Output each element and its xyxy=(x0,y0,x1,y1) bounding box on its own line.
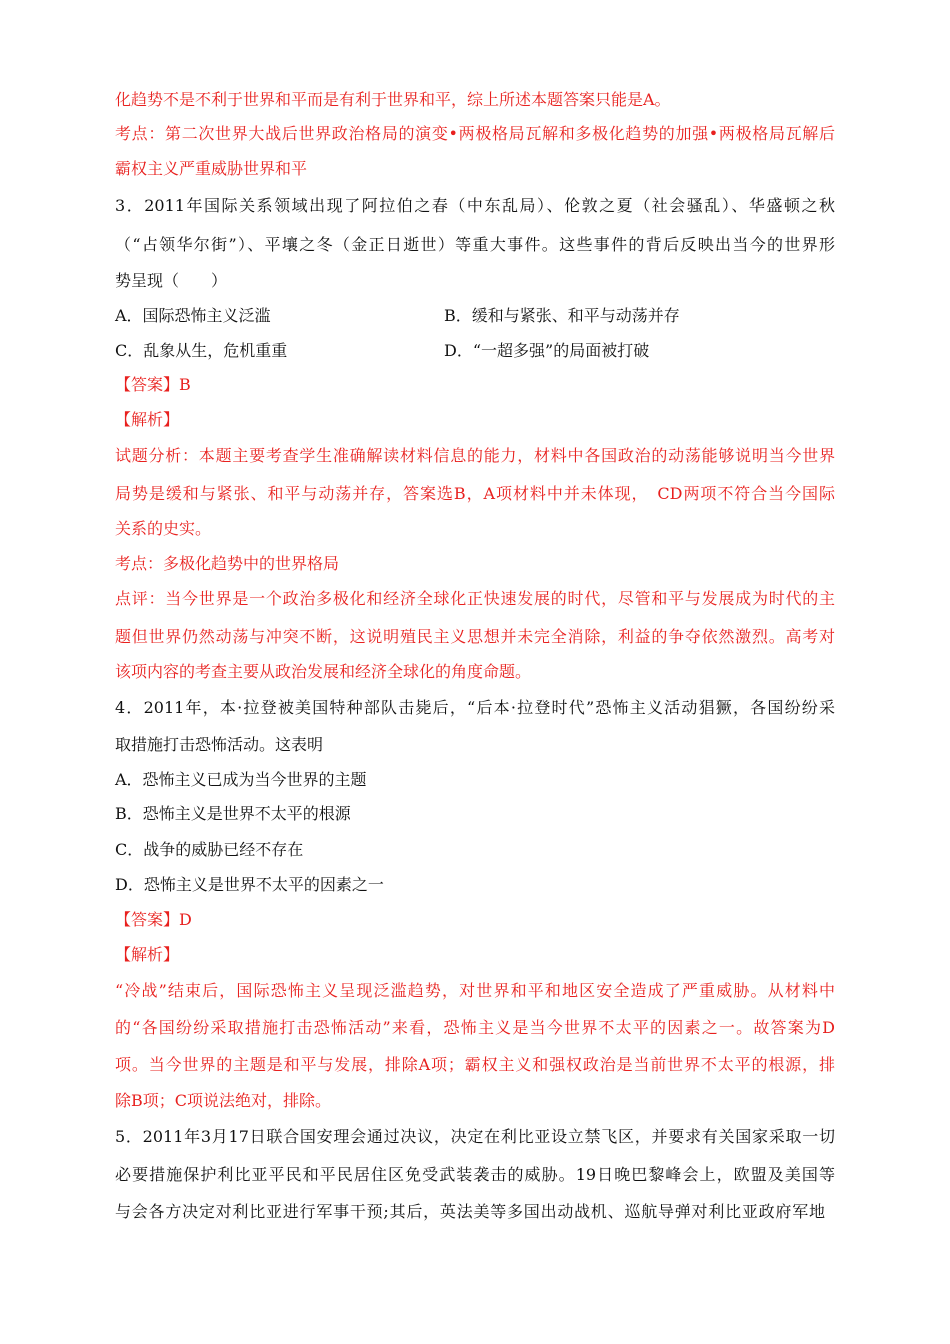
q4-analysis-heading: 【解析】 xyxy=(115,945,180,964)
q5-stem: 5．2011年3月17日联合国安理会通过决议，决定在利比亚设立禁飞区，并要求有关国家采取一切 xyxy=(115,1127,835,1146)
q3-analysis: 关系的史实。 xyxy=(115,519,212,538)
q3-review: 点评：当今世界是一个政治多极化和经济全球化正快速发展的时代，尽管和平与发展成为时代的主 xyxy=(115,589,835,608)
q3-option-c: C．乱象从生，危机重重 xyxy=(115,341,288,360)
q4-option-b: B．恐怖主义是世界不太平的根源 xyxy=(115,804,351,823)
kaodian-line-cont: 霸权主义严重威胁世界和平 xyxy=(115,159,308,178)
q5-stem: 与会各方决定对利比亚进行军事干预;其后，英法美等多国出动战机、巡航导弹对利比亚政府军地 xyxy=(115,1202,825,1221)
q4-analysis: 除B项；C项说法绝对，排除。 xyxy=(115,1091,332,1110)
q3-review: 题但世界仍然动荡与冲突不断，这说明殖民主义思想并未完全消除，利益的争夺依然激烈。高考对 xyxy=(115,627,835,646)
q3-option-b: B．缓和与紧张、和平与动荡并存 xyxy=(444,306,680,325)
q4-option-a: A．恐怖主义已成为当今世界的主题 xyxy=(115,770,367,789)
q3-stem: 3．2011年国际关系领域出现了阿拉伯之春（中东乱局）、伦敦之夏（社会骚乱）、华盛顿之秋 xyxy=(115,196,835,215)
q4-analysis: 项。当今世界的主题是和平与发展，排除A项；霸权主义和强权政治是当前世界不太平的根源，排 xyxy=(115,1055,835,1074)
q4-analysis: “冷战”结束后，国际恐怖主义呈现泛滥趋势，对世界和平和地区安全造成了严重威胁。从材料中 xyxy=(115,981,835,1000)
q3-review: 该项内容的考查主要从政治发展和经济全球化的角度命题。 xyxy=(115,662,532,681)
q4-stem: 取措施打击恐怖活动。这表明 xyxy=(115,735,324,754)
q3-analysis: 试题分析：本题主要考查学生准确解读材料信息的能力，材料中各国政治的动荡能够说明当今世界 xyxy=(115,446,835,465)
q4-option-d: D．恐怖主义是世界不太平的因素之一 xyxy=(115,875,384,894)
q4-answer: 【答案】D xyxy=(115,910,192,929)
q3-stem: 势呈现（ ） xyxy=(115,271,228,290)
q4-analysis: 的“各国纷纷采取措施打击恐怖活动”来看，恐怖主义是当今世界不太平的因素之一。故答案为D xyxy=(115,1018,835,1037)
kaodian-line: 考点：第二次世界大战后世界政治格局的演变•两极格局瓦解和多极化趋势的加强•两极格局瓦解后 xyxy=(115,124,835,143)
q4-stem: 4．2011年，本·拉登被美国特种部队击毙后，“后本·拉登时代”恐怖主义活动猖獗，各国纷纷采 xyxy=(115,698,835,717)
q3-stem: （“占领华尔街”）、平壤之冬（金正日逝世）等重大事件。这些事件的背后反映出当今的世界形 xyxy=(115,235,835,254)
q3-option-a: A．国际恐怖主义泛滥 xyxy=(115,306,271,325)
q3-option-d: D．“一超多强”的局面被打破 xyxy=(444,341,650,360)
q3-answer: 【答案】B xyxy=(115,375,191,394)
q3-analysis-heading: 【解析】 xyxy=(115,410,180,429)
q3-analysis: 局势是缓和与紧张、和平与动荡并存，答案选B，A项材料中并未体现， CD两项不符合当今国际 xyxy=(115,484,835,503)
explanation-continuation: 化趋势不是不利于世界和平而是有利于世界和平，综上所述本题答案只能是A。 xyxy=(115,90,671,109)
q5-stem: 必要措施保护利比亚平民和平民居住区免受武装袭击的威胁。19日晚巴黎峰会上，欧盟及美国等 xyxy=(115,1165,835,1184)
q3-kaodian: 考点：多极化趋势中的世界格局 xyxy=(115,554,340,573)
q4-option-c: C．战争的威胁已经不存在 xyxy=(115,840,304,859)
